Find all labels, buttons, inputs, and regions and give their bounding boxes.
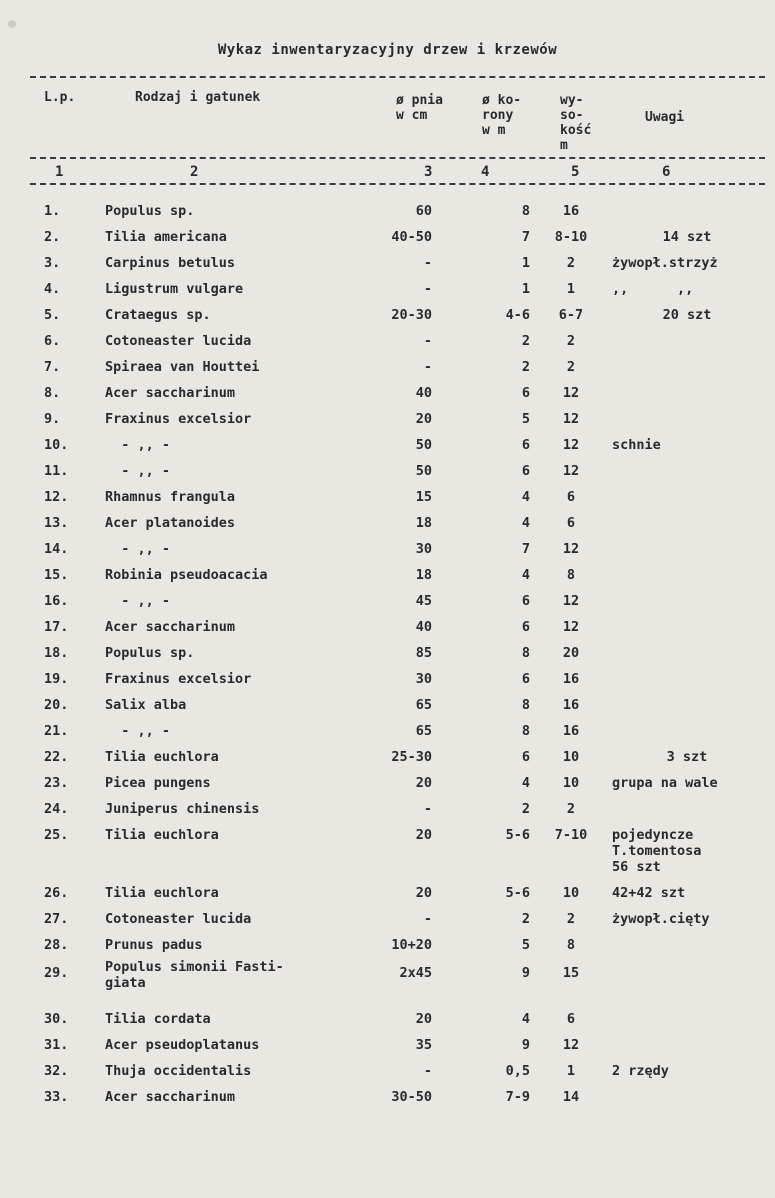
row-height: 12 [562, 593, 580, 609]
row-crown-diameter: 6 [521, 437, 530, 453]
row-trunk-diameter: 20-30 [391, 307, 432, 323]
row-height: 1 [566, 1063, 576, 1079]
table-row [0, 1037, 775, 1063]
row-height: 12 [562, 463, 580, 479]
row-species: Acer platanoides [105, 515, 236, 531]
row-trunk-diameter: 20 [415, 775, 432, 791]
row-height: 20 [562, 645, 580, 661]
row-species: - ,, - [105, 463, 171, 479]
row-lp: 6. [44, 333, 61, 349]
row-lp: 23. [44, 775, 69, 791]
row-height: 12 [562, 619, 580, 635]
row-species: Ligustrum vulgare [105, 281, 244, 297]
row-height: 12 [562, 437, 580, 453]
row-crown-diameter: 9 [521, 1037, 530, 1053]
row-lp: 17. [44, 619, 69, 635]
row-species: - ,, - [105, 593, 171, 609]
row-crown-diameter: 4 [521, 1011, 530, 1027]
row-height: 15 [562, 965, 580, 981]
row-crown-diameter: 8 [521, 203, 530, 219]
row-lp: 3. [44, 255, 61, 271]
table-row [0, 619, 775, 645]
table-row [0, 567, 775, 593]
row-lp: 16. [44, 593, 69, 609]
divider [30, 157, 765, 159]
row-species: Spiraea van Houttei [105, 359, 260, 375]
row-crown-diameter: 4-6 [505, 307, 530, 323]
row-species: Acer saccharinum [105, 1089, 236, 1105]
document-title: Wykaz inwentaryzacyjny drzew i krzewów [217, 42, 558, 58]
row-trunk-diameter: 20 [415, 411, 432, 427]
row-species: Tilia americana [105, 229, 227, 245]
table-row [0, 515, 775, 541]
row-lp: 31. [44, 1037, 69, 1053]
row-species: Cotoneaster lucida [105, 333, 252, 349]
row-trunk-diameter: 30 [415, 671, 432, 687]
row-remarks: ,, ,, [612, 281, 694, 297]
row-crown-diameter: 4 [521, 775, 530, 791]
row-species: Juniperus chinensis [105, 801, 260, 817]
row-crown-diameter: 2 [521, 801, 530, 817]
row-remarks: 3 szt [666, 749, 708, 765]
column-number: 2 [190, 164, 199, 180]
row-species: Rhamnus frangula [105, 489, 236, 505]
punch-hole [8, 20, 16, 28]
row-trunk-diameter: 50 [415, 437, 432, 453]
row-trunk-diameter: 25-30 [391, 749, 432, 765]
row-lp: 9. [44, 411, 61, 427]
row-remarks: grupa na wale [612, 775, 718, 791]
row-height: 6 [566, 1011, 576, 1027]
row-crown-diameter: 6 [521, 593, 530, 609]
row-species: Cotoneaster lucida [105, 911, 252, 927]
row-height: 2 [566, 333, 576, 349]
row-trunk-diameter: 85 [415, 645, 432, 661]
row-trunk-diameter: 30-50 [391, 1089, 432, 1105]
row-trunk-diameter: 18 [415, 515, 432, 531]
row-remarks: żywopł.cięty [612, 911, 710, 927]
column-number: 3 [424, 164, 433, 180]
row-crown-diameter: 6 [521, 385, 530, 401]
row-trunk-diameter: 30 [415, 541, 432, 557]
row-trunk-diameter: 40 [415, 619, 432, 635]
row-remarks: 20 szt [662, 307, 712, 323]
row-species: Tilia euchlora [105, 749, 219, 765]
row-species: Populus sp. [105, 645, 195, 661]
row-height: 16 [562, 203, 580, 219]
row-lp: 32. [44, 1063, 69, 1079]
row-trunk-diameter: - [423, 255, 432, 271]
row-lp: 26. [44, 885, 69, 901]
row-lp: 29. [44, 965, 69, 981]
table-row [0, 333, 775, 359]
row-crown-diameter: 8 [521, 697, 530, 713]
row-height: 2 [566, 911, 576, 927]
row-lp: 1. [44, 203, 61, 219]
row-crown-diameter: 0,5 [505, 1063, 530, 1079]
column-number: 1 [55, 164, 64, 180]
row-lp: 25. [44, 827, 69, 843]
row-lp: 33. [44, 1089, 69, 1105]
row-species: Tilia cordata [105, 1011, 211, 1027]
row-species: Fraxinus excelsior [105, 671, 252, 687]
row-crown-diameter: 6 [521, 619, 530, 635]
row-crown-diameter: 5-6 [505, 885, 530, 901]
table-row [0, 697, 775, 723]
row-species: Salix alba [105, 697, 187, 713]
row-crown-diameter: 7-9 [505, 1089, 530, 1105]
row-species: Robinia pseudoacacia [105, 567, 268, 583]
row-height: 10 [562, 775, 580, 791]
row-height: 8-10 [554, 229, 588, 245]
row-remarks: schnie [612, 437, 661, 453]
row-crown-diameter: 2 [521, 359, 530, 375]
row-height: 1 [566, 281, 576, 297]
row-species: - ,, - [105, 437, 171, 453]
row-trunk-diameter: - [423, 801, 432, 817]
row-height: 2 [566, 359, 576, 375]
table-row [0, 437, 775, 463]
column-number: 6 [662, 164, 671, 180]
row-lp: 18. [44, 645, 69, 661]
row-lp: 4. [44, 281, 61, 297]
row-crown-diameter: 4 [521, 515, 530, 531]
row-species: - ,, - [105, 723, 171, 739]
row-species: Prunus padus [105, 937, 203, 953]
table-row [0, 541, 775, 567]
row-lp: 2. [44, 229, 61, 245]
row-height: 6 [566, 489, 576, 505]
row-species: Tilia euchlora [105, 827, 219, 843]
table-row [0, 827, 775, 875]
row-crown-diameter: 7 [521, 229, 530, 245]
row-crown-diameter: 2 [521, 911, 530, 927]
table-row [0, 411, 775, 437]
divider [30, 183, 765, 185]
row-trunk-diameter: 65 [415, 723, 432, 739]
table-row [0, 1089, 775, 1115]
row-crown-diameter: 1 [521, 255, 530, 271]
row-crown-diameter: 8 [521, 645, 530, 661]
row-height: 14 [562, 1089, 580, 1105]
row-crown-diameter: 5-6 [505, 827, 530, 843]
row-lp: 5. [44, 307, 61, 323]
row-height: 12 [562, 541, 580, 557]
table-row [0, 1011, 775, 1037]
row-height: 10 [562, 885, 580, 901]
row-lp: 28. [44, 937, 69, 953]
table-row [0, 885, 775, 911]
row-lp: 24. [44, 801, 69, 817]
table-row [0, 229, 775, 255]
row-trunk-diameter: 15 [415, 489, 432, 505]
row-trunk-diameter: - [423, 333, 432, 349]
table-row [0, 1063, 775, 1089]
row-trunk-diameter: - [423, 359, 432, 375]
row-crown-diameter: 1 [521, 281, 530, 297]
row-height: 12 [562, 411, 580, 427]
row-lp: 19. [44, 671, 69, 687]
row-lp: 10. [44, 437, 69, 453]
row-trunk-diameter: 35 [415, 1037, 432, 1053]
row-crown-diameter: 6 [521, 671, 530, 687]
row-trunk-diameter: 45 [415, 593, 432, 609]
row-lp: 7. [44, 359, 61, 375]
row-height: 2 [566, 255, 576, 271]
row-species: Tilia euchlora [105, 885, 219, 901]
row-trunk-diameter: 20 [415, 1011, 432, 1027]
header-uwagi: Uwagi [645, 110, 685, 125]
row-trunk-diameter: - [423, 281, 432, 297]
row-remarks: 42+42 szt [612, 885, 686, 901]
table-row [0, 775, 775, 801]
header-lp: L.p. [44, 90, 76, 105]
row-trunk-diameter: 65 [415, 697, 432, 713]
row-height: 6 [566, 515, 576, 531]
row-crown-diameter: 5 [521, 937, 530, 953]
row-lp: 14. [44, 541, 69, 557]
row-crown-diameter: 6 [521, 749, 530, 765]
row-species: Populus simonii Fasti- giata [105, 959, 284, 991]
header-korona: ø ko- rony w m [482, 93, 522, 138]
row-trunk-diameter: 18 [415, 567, 432, 583]
row-trunk-diameter: - [423, 1063, 432, 1079]
row-lp: 22. [44, 749, 69, 765]
row-height: 2 [566, 801, 576, 817]
row-lp: 8. [44, 385, 61, 401]
row-species: - ,, - [105, 541, 171, 557]
table-row [0, 593, 775, 619]
row-lp: 11. [44, 463, 69, 479]
table-row [0, 359, 775, 385]
row-lp: 21. [44, 723, 69, 739]
row-height: 16 [562, 671, 580, 687]
column-number: 5 [571, 164, 580, 180]
row-lp: 30. [44, 1011, 69, 1027]
table-row [0, 645, 775, 671]
row-height: 8 [566, 937, 576, 953]
row-trunk-diameter: 40-50 [391, 229, 432, 245]
header-name: Rodzaj i gatunek [135, 90, 261, 105]
table-row [0, 463, 775, 489]
row-species: Crataegus sp. [105, 307, 211, 323]
row-species: Picea pungens [105, 775, 211, 791]
row-crown-diameter: 6 [521, 463, 530, 479]
row-remarks: 2 rzędy [612, 1063, 669, 1079]
table-row [0, 281, 775, 307]
table-row [0, 671, 775, 697]
row-trunk-diameter: 40 [415, 385, 432, 401]
table-row [0, 959, 775, 991]
row-crown-diameter: 5 [521, 411, 530, 427]
divider [30, 76, 765, 78]
row-height: 12 [562, 385, 580, 401]
table-row [0, 307, 775, 333]
row-species: Fraxinus excelsior [105, 411, 252, 427]
row-crown-diameter: 9 [521, 965, 530, 981]
row-crown-diameter: 4 [521, 567, 530, 583]
row-height: 12 [562, 1037, 580, 1053]
row-remarks: żywopł.strzyż [612, 255, 718, 271]
header-pn: ø pnia w cm [396, 93, 443, 123]
table-row [0, 385, 775, 411]
row-species: Acer saccharinum [105, 619, 236, 635]
row-species: Acer pseudoplatanus [105, 1037, 260, 1053]
row-crown-diameter: 4 [521, 489, 530, 505]
row-species: Acer saccharinum [105, 385, 236, 401]
row-species: Populus sp. [105, 203, 195, 219]
row-species: Thuja occidentalis [105, 1063, 252, 1079]
row-trunk-diameter: 10+20 [391, 937, 432, 953]
row-lp: 12. [44, 489, 69, 505]
row-trunk-diameter: 60 [415, 203, 432, 219]
table-row [0, 255, 775, 281]
row-species: Carpinus betulus [105, 255, 236, 271]
row-height: 10 [562, 749, 580, 765]
row-lp: 13. [44, 515, 69, 531]
row-lp: 20. [44, 697, 69, 713]
header-wys: wy- so- kość m [560, 93, 592, 153]
row-remarks: pojedyncze T.tomentosa 56 szt [612, 827, 702, 875]
table-row [0, 911, 775, 937]
row-trunk-diameter: 20 [415, 827, 432, 843]
column-number: 4 [481, 164, 490, 180]
table-row [0, 723, 775, 749]
row-crown-diameter: 8 [521, 723, 530, 739]
table-row [0, 203, 775, 229]
row-lp: 15. [44, 567, 69, 583]
row-crown-diameter: 7 [521, 541, 530, 557]
row-trunk-diameter: 20 [415, 885, 432, 901]
row-lp: 27. [44, 911, 69, 927]
row-height: 16 [562, 723, 580, 739]
row-height: 6-7 [558, 307, 584, 323]
table-row [0, 749, 775, 775]
row-height: 8 [566, 567, 576, 583]
row-trunk-diameter: - [423, 911, 432, 927]
row-height: 7-10 [554, 827, 588, 843]
row-trunk-diameter: 50 [415, 463, 432, 479]
row-remarks: 14 szt [662, 229, 712, 245]
row-height: 16 [562, 697, 580, 713]
row-trunk-diameter: 2x45 [399, 965, 432, 981]
table-row [0, 489, 775, 515]
row-crown-diameter: 2 [521, 333, 530, 349]
table-row [0, 801, 775, 827]
